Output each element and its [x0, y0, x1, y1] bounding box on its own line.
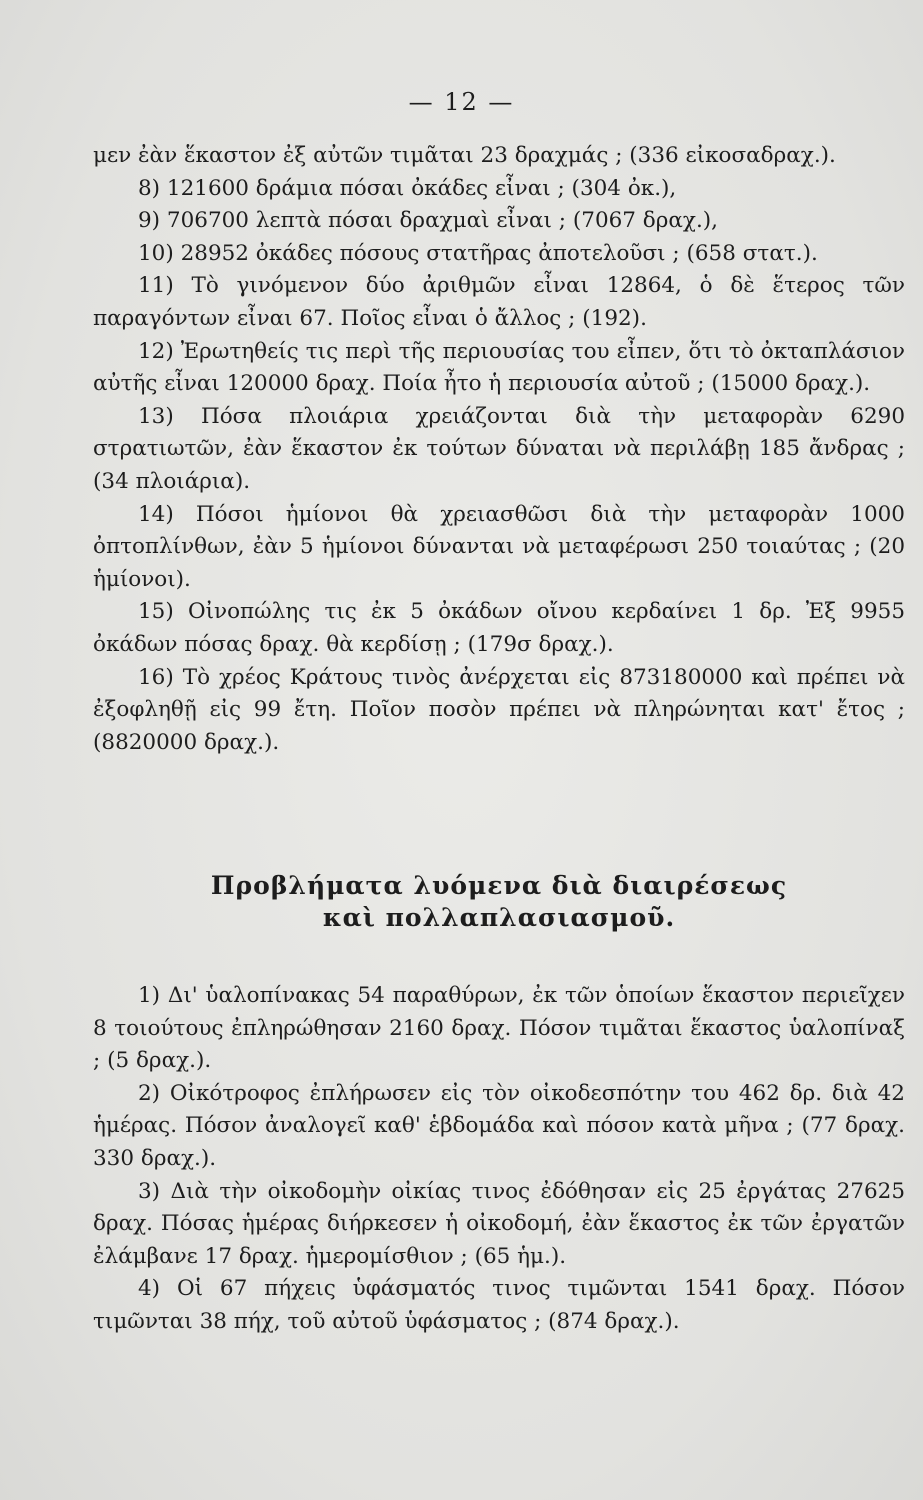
problem-11: 11) Τὸ γινόμενον δύο ἀριθμῶν εἶναι 12864, ὁ δὲ ἕτερος τῶν παραγόντων εἶναι 67. Ποῖος εἶναι ὁ ἄλλος ; (192).: [93, 273, 905, 331]
problem-9: 9) 706700 λεπτὰ πόσαι δραχμαὶ εἶναι ; (7067 δραχ.),: [138, 208, 718, 234]
problem-list-continued: [93, 140, 905, 759]
problem-13: 13) Πόσα πλοιάρια χρειάζονται διὰ τὴν μεταφορὰν 6290 στρατιωτῶν, ἐὰν ἕκαστον ἐκ τούτων δύναται νὰ περιλάβῃ 185 ἄνδρας ; (34 πλοιάρια).: [93, 403, 905, 494]
problem-3: 3) Διὰ τὴν οἰκοδομὴν οἰκίας τινος ἐδόθησαν εἰς 25 ἐργάτας 27625 δραχ. Πόσας ἡμέρας διήρκεσεν ἡ οἰκοδομή, ἐὰν ἕκαστος ἐκ τῶν ἐργατῶν ἐλάμβανε 17 δραχ. ἡμερομίσθιον ; (65 ἡμ.).: [93, 1178, 905, 1269]
problem-10: 10) 28952 ὀκάδες πόσους στατῆρας ἀποτελοῦσι ; (658 στατ.).: [138, 240, 818, 266]
problem-8: 8) 121600 δράμια πόσαι ὀκάδες εἶναι ; (304 ὀκ.),: [138, 175, 677, 201]
problem-1: 1) Δι' ὑαλοπίνακας 54 παραθύρων, ἐκ τῶν ὁποίων ἕκαστον περιεῖχεν 8 τοιούτους ἐπληρώθησαν 2160 δραχ. Πόσον τιμᾶται ἕκαστος ὑαλοπίναξ ; (5 δραχ.).: [93, 983, 905, 1074]
problem-14: 14) Πόσοι ἡμίονοι θὰ χρειασθῶσι διὰ τὴν μεταφορὰν 1000 ὀπτοπλίνθων, ἐὰν 5 ἡμίονοι δύνανται νὰ μεταφέρωσι 250 τοιαύτας ; (20 ἡμίονοι).: [93, 501, 905, 592]
page-number: — 12 —: [408, 88, 515, 116]
problem-list-division: [93, 980, 905, 1339]
section-heading-line-2: καὶ πολλαπλασιασμοῦ.: [322, 903, 676, 932]
problem-continuation: μεν ἐὰν ἕκαστον ἐξ αὐτῶν τιμᾶται 23 δραχμάς ; (336 εἰκοσαδραχ.).: [93, 143, 836, 168]
problem-4: 4) Οἱ 67 πήχεις ὑφάσματός τινος τιμῶνται 1541 δραχ. Πόσον τιμῶνται 38 πήχ, τοῦ αὐτοῦ ὑφάσματος ; (874 δραχ.).: [93, 1276, 905, 1334]
section-heading: [93, 870, 905, 934]
problem-16: 16) Τὸ χρέος Κράτους τινὸς ἀνέρχεται εἰς 873180000 καὶ πρέπει νὰ ἐξοφληθῇ εἰς 99 ἔτη. Ποῖον ποσὸν πρέπει νὰ πληρώνηται κατ' ἔτος ; (8820000 δραχ.).: [93, 664, 905, 755]
problem-12: 12) Ἐρωτηθείς τις περὶ τῆς περιουσίας του εἶπεν, ὅτι τὸ ὀκταπλάσιον αὐτῆς εἶναι 120000 δραχ. Ποία ἦτο ἡ περιουσία αὐτοῦ ; (15000 δραχ.).: [93, 338, 905, 397]
section-heading-line-1: Προβλήματα λυόμενα διὰ διαιρέσεως: [210, 871, 788, 900]
problem-2: 2) Οἰκότροφος ἐπλήρωσεν εἰς τὸν οἰκοδεσπότην του 462 δρ. διὰ 42 ἡμέρας. Πόσον ἀναλογεῖ καθ' ἑβδομάδα καὶ πόσον κατὰ μῆνα ; (77 δραχ. 330 δραχ.).: [93, 1080, 905, 1171]
problem-15: 15) Οἰνοπώλης τις ἐκ 5 ὀκάδων οἴνου κερδαίνει 1 δρ. Ἐξ 9955 ὀκάδων πόσας δραχ. θὰ κερδίσῃ ; (179σ δραχ.).: [93, 599, 905, 657]
